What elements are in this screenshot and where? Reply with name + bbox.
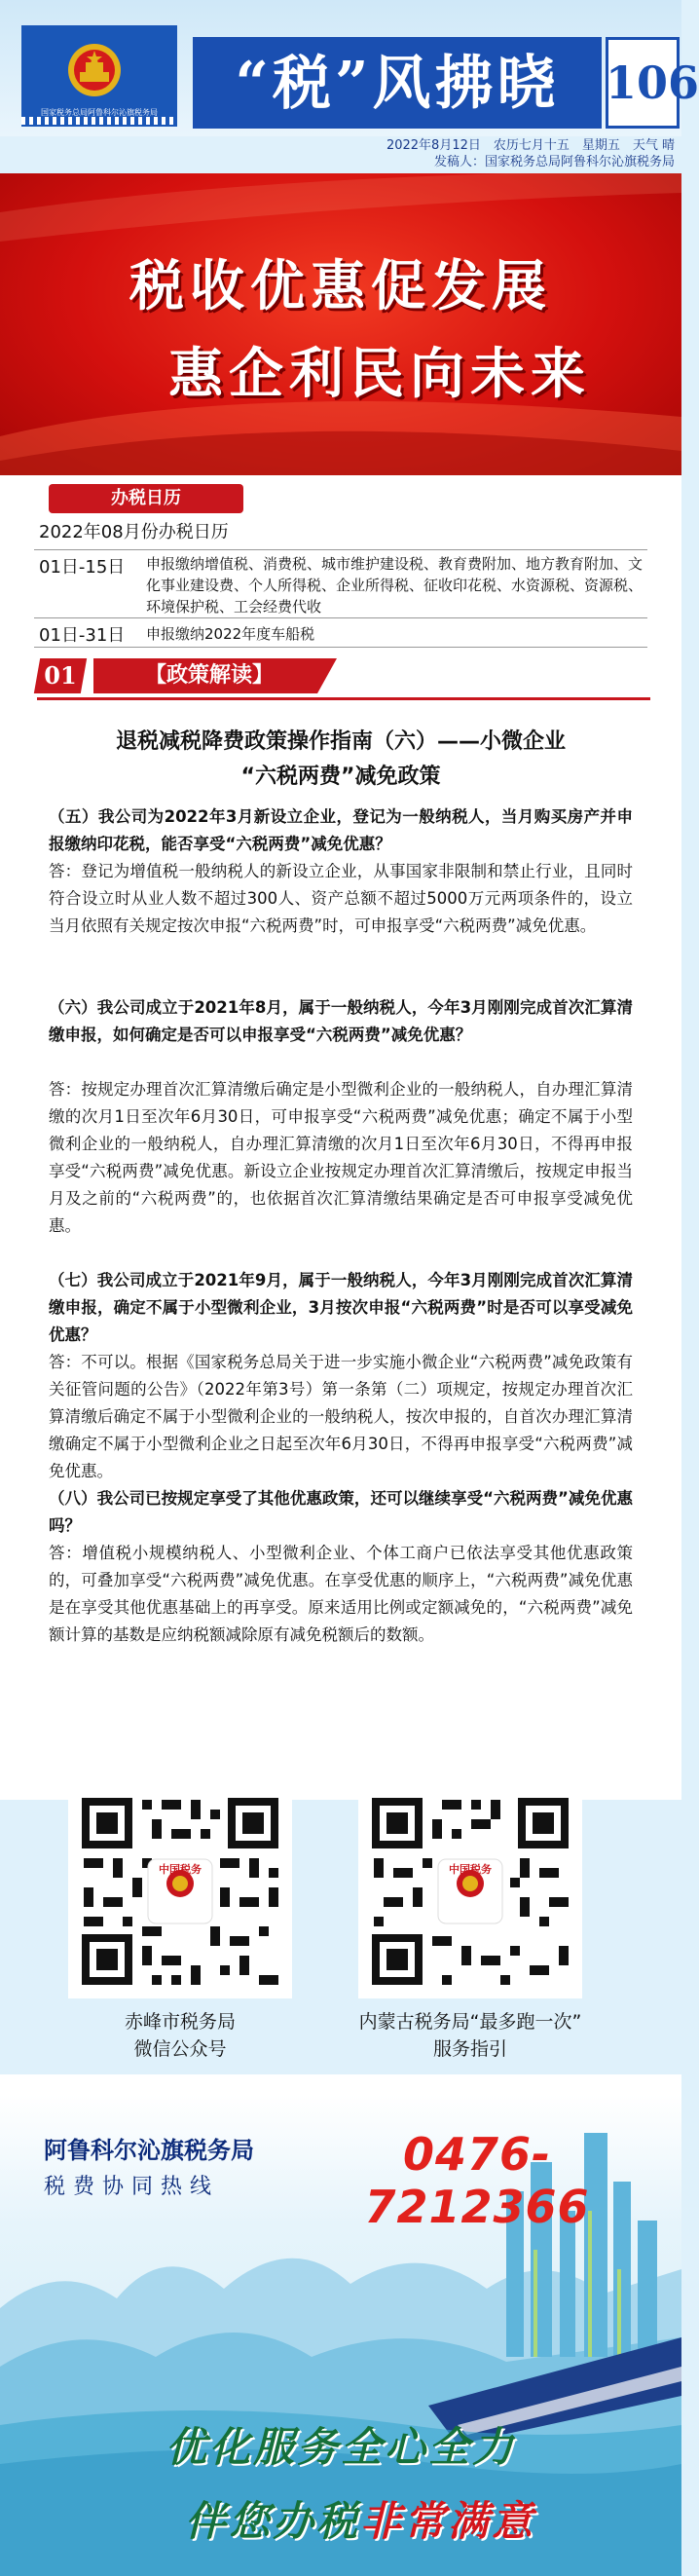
qr-code-service-guide[interactable] <box>358 1784 582 1998</box>
qr-center-label: 中国税务 <box>159 1863 202 1876</box>
answer-paragraph: 答：不可以。根据《国家税务总局关于进一步实施小微企业“六税两费”减免政策有关征管问题的公告》（2022年第3号）第一条第（二）项规定，按规定办理首次汇算清缴后确定不属于小型微利企业的一般纳税人，按次申报的，自首次办理汇算清缴确定不属于小型微利企业之日起至次年6月30日，不得再申报享受“六税两费”减免优惠。 <box>49 1353 633 1480</box>
hotline-label: 税费协同热线 <box>44 2175 220 2199</box>
question-paragraph: （八）我公司已按规定享受了其他优惠政策，还可以继续享受“六税两费”减免优惠吗？ <box>49 1489 633 1535</box>
hero-headline-2: 惠企利民向未来 <box>168 343 591 406</box>
answer-paragraph: 答：登记为增值税一般纳税人的新设立企业，从事国家非限制和禁止行业，且同时符合设立时从业人数不超过300人、资产总额不超过5000万元两项条件的，设立当月依照有关规定按次申报“六税两费”时，可申报享受“六税两费”减免优惠。 <box>49 862 633 935</box>
answer-paragraph: 答：按规定办理首次汇算清缴后确定是小型微利企业的一般纳税人，自办理汇算清缴的次月1日至次年6月30日，可申报享受“六税两费”减免优惠；确定不属于小型微利企业的一般纳税人，自办理汇算清缴的次月1日至次年6月30日，不得再申报享受“六税两费”减免优惠。新设立企业按规定办理首次汇算清缴后，按规定申报当月及之前的“六税两费”的，也依据首次汇算清缴结果确定是否可申报享受减免优惠。 <box>49 1080 633 1235</box>
calendar-desc: 申报缴纳增值税、消费税、城市维护建设税、教育费附加、地方教育附加、文化事业建设费、个人所得税、企业所得税、征收印花税、水资源税、资源税、环境保护税、工会经费代收 <box>146 555 644 616</box>
issue-number: 106 <box>606 56 699 109</box>
answer-paragraph: 答：增值税小规模纳税人、小型微利企业、个体工商户已依法享受其他优惠政策的，可叠加享受“六税两费”减免优惠。在享受优惠的顺序上，“六税两费”减免优惠是在享受其他优惠基础上的再享受。原来适用比例或定额减免的，“六税两费”减免额计算的基数是应纳税额减除原有减免税额后的数额。 <box>49 1544 633 1644</box>
hotline-phone[interactable]: 0476-7212366 <box>364 2128 590 2233</box>
section-rule <box>37 697 650 700</box>
footer-slogan-2 <box>39 2489 681 2548</box>
divider <box>34 647 647 648</box>
calendar-heading: 2022年08月份办税日历 <box>39 522 229 542</box>
qr-caption: 内蒙古税务局“最多跑一次” <box>358 2011 582 2033</box>
newsletter-title: “税”风拂晓 <box>235 50 560 118</box>
article-subtitle: “六税两费”减免政策 <box>240 765 441 789</box>
qr-caption: 服务指引 <box>432 2038 507 2060</box>
question-paragraph: （七）我公司成立于2021年9月，属于一般纳税人，今年3月刚刚完成首次汇算清缴申报，确定不属于小型微利企业，3月按次申报“六税两费”时是否可以享受减免优惠？ <box>49 1271 633 1344</box>
footer-slogan-prefix: 伴您办税 <box>184 2497 360 2545</box>
qr-pattern-icon <box>68 1784 292 1998</box>
question-paragraph: （五）我公司为2022年3月新设立企业，登记为一般纳税人，当月购买房产并申报缴纳印花税，能否享受“六税两费”减免优惠？ <box>49 807 633 853</box>
qr-caption: 赤峰市税务局 <box>124 2011 236 2033</box>
footer-slogan-highlight: 非常满意 <box>360 2497 536 2545</box>
hero-headline-1: 税收优惠促发展 <box>129 255 552 318</box>
divider <box>34 617 647 618</box>
calendar-tag-label: 办税日历 <box>111 488 181 508</box>
decorative-band <box>21 117 177 125</box>
footer-slogan-1: 优化服务全心全力 <box>165 2423 516 2471</box>
calendar-date: 01日-31日 <box>39 625 126 646</box>
emblem-caption: 国家税务总局阿鲁科尔沁旗税务局 <box>41 108 158 117</box>
section-title: 【政策解读】 <box>144 663 274 688</box>
qr-code-wechat[interactable] <box>68 1784 292 1998</box>
qr-caption: 微信公众号 <box>133 2038 227 2060</box>
calendar-date: 01日-15日 <box>39 557 126 578</box>
hotline-org: 阿鲁科尔沁旗税务局 <box>44 2137 254 2164</box>
hero-swoosh <box>0 173 681 475</box>
article-title: 退税减税降费政策操作指南（六）——小微企业 <box>115 729 566 754</box>
qr-pattern-icon <box>358 1784 582 1998</box>
section-number: 01 <box>44 661 77 690</box>
question-paragraph: （六）我公司成立于2021年8月，属于一般纳税人，今年3月刚刚完成首次汇算清缴申报，如何确定是否可以申报享受“六税两费”减免优惠？ <box>49 998 633 1044</box>
publisher-line: 发稿人：国家税务总局阿鲁科尔沁旗税务局 <box>433 155 675 169</box>
divider <box>34 549 647 550</box>
national-emblem-icon <box>60 41 129 99</box>
date-line: 2022年8月12日 农历七月十五 星期五 天气 晴 <box>386 138 675 153</box>
qr-center-label: 中国税务 <box>449 1863 492 1876</box>
calendar-desc: 申报缴纳2022年度车船税 <box>146 625 315 643</box>
